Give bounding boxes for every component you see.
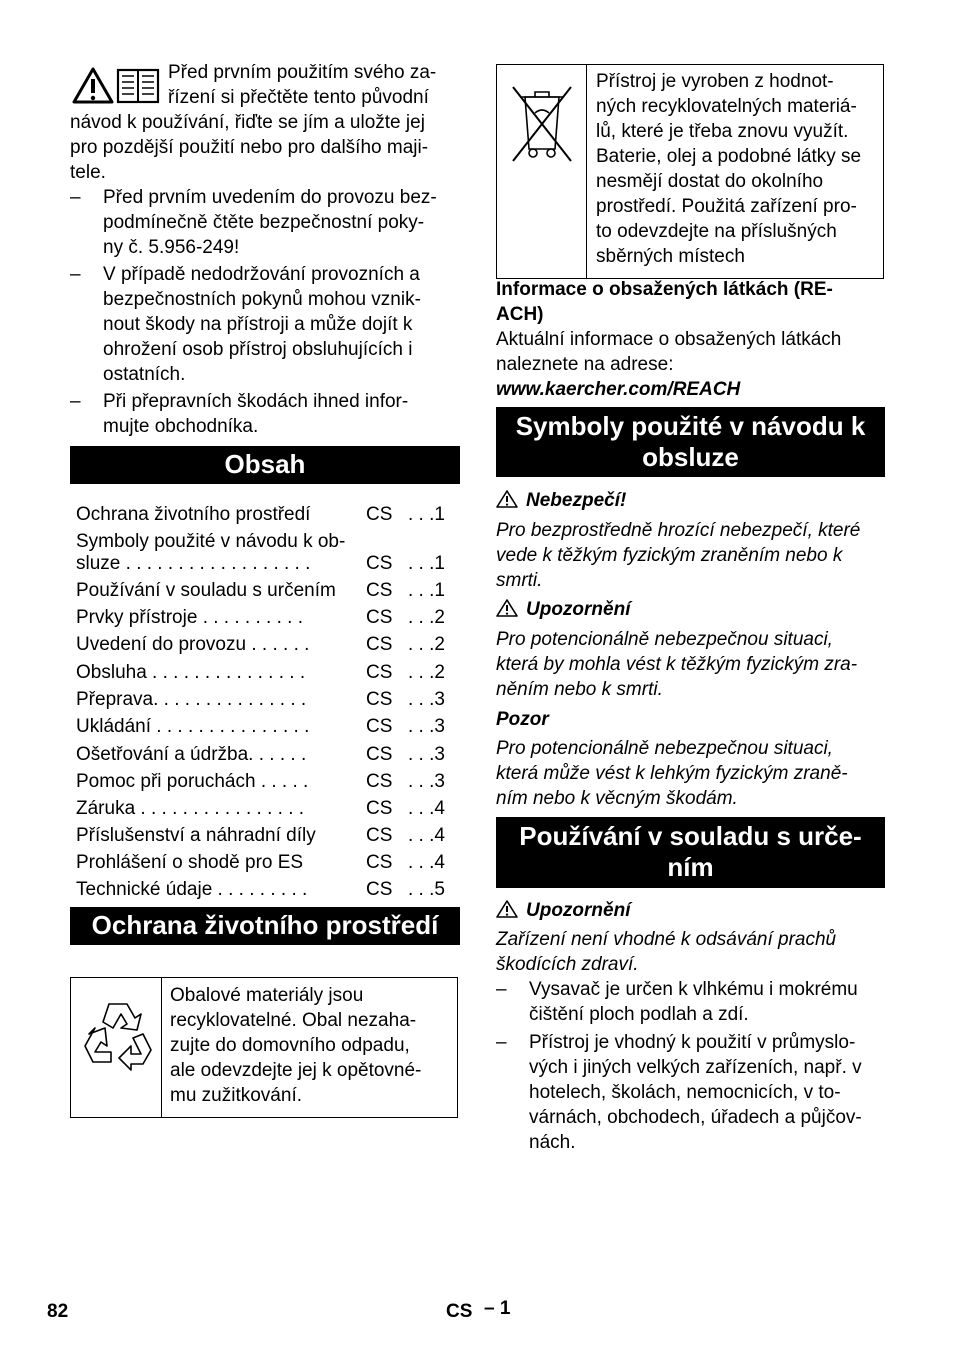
bullet-dash: – bbox=[496, 979, 507, 1000]
toc-row[interactable] bbox=[76, 769, 456, 794]
recycling-text: Obalové materiály jsou recyklovatelné. Obal nezaha- zujte do domovního odpadu, ale odevzdejte jej k opětovné- mu zužitkování. bbox=[170, 985, 422, 1106]
toc-row[interactable] bbox=[76, 796, 456, 821]
toc-entry-page: . . .4 bbox=[408, 825, 445, 846]
warning-label-row bbox=[496, 597, 631, 622]
footer-section: CS bbox=[446, 1301, 473, 1322]
toc-row[interactable] bbox=[76, 551, 456, 576]
toc-entry-lang: CS bbox=[366, 504, 393, 525]
toc-entry-lang: CS bbox=[366, 771, 393, 792]
toc-entry-name: Symboly použité v návodu k ob- bbox=[76, 531, 346, 552]
toc-entry-name: Používání v souladu s určením bbox=[76, 580, 336, 601]
toc-entry-lang: CS bbox=[366, 580, 393, 601]
recycling-box bbox=[70, 977, 458, 1118]
warning-label: Upozornění bbox=[526, 599, 631, 620]
toc-entry-lang: CS bbox=[366, 716, 393, 737]
toc-row[interactable] bbox=[76, 714, 456, 739]
toc-entry-name: Záruka . . . . . . . . . . . . . . . . bbox=[76, 798, 305, 819]
warning-triangle-icon bbox=[496, 598, 518, 618]
toc-row[interactable] bbox=[76, 823, 456, 848]
usage-heading: Používání v souladu s urče- ním bbox=[496, 817, 885, 888]
reach-text: Aktuální informace o obsažených látkách naleznete na adrese: bbox=[496, 329, 842, 375]
bullet-text: Přístroj je vhodný k použití v průmyslo- vých i jiných velkých zařízeních, např. v hotelech, školách, nemocnicích, v to- várnách, obchodech, úřadech a půjčov- nách. bbox=[529, 1032, 862, 1153]
toc-entry-page: . . .2 bbox=[408, 634, 445, 655]
toc-entry-page: . . .1 bbox=[408, 580, 445, 601]
toc-entry-name: Obsluha . . . . . . . . . . . . . . . bbox=[76, 662, 306, 683]
toc-entry-name: Příslušenství a náhradní díly bbox=[76, 825, 316, 846]
usage-warning-label-row bbox=[496, 898, 631, 923]
weee-box bbox=[496, 64, 884, 279]
toc-entry-page: . . .2 bbox=[408, 662, 445, 683]
toc-heading: Obsah bbox=[70, 446, 460, 484]
toc-entry-lang: CS bbox=[366, 553, 393, 574]
bullet-text: V případě nedodržování provozních a bezpečnostních pokynů mohou vznik- nout škody na přístroji a může dojít k ohrožení osob přístroj obsluhujících i ostatních. bbox=[103, 264, 421, 385]
intro-line-2: řízení si přečtěte tento původní bbox=[168, 87, 429, 108]
toc-entry-page: . . .4 bbox=[408, 852, 445, 873]
intro-line-1: Před prvním použitím svého za- bbox=[168, 62, 437, 83]
danger-label-row bbox=[496, 488, 626, 513]
caution-text: Pro potencionálně nebezpečnou situaci, která může vést k lehkým fyzickým zraně- ním nebo k věcným škodám. bbox=[496, 738, 848, 809]
toc-entry-page: . . .3 bbox=[408, 771, 445, 792]
toc-entry-name: Prohlášení o shodě pro ES bbox=[76, 852, 304, 873]
danger-text: Pro bezprostředně hrozící nebezpečí, které vede k těžkým fyzickým zraněním nebo k smrti. bbox=[496, 520, 861, 591]
usage-warning-text: Zařízení není vhodné k odsávání prachů škodících zdraví. bbox=[496, 929, 837, 975]
intro-text: návod k používání, řiďte se jím a uložte jej pro pozdější použití nebo pro dalšího maji- tele. bbox=[70, 112, 429, 183]
toc-entry-name: sluze . . . . . . . . . . . . . . . . . . bbox=[76, 553, 311, 574]
reach-title: Informace o obsažených látkách (RE- ACH) bbox=[496, 279, 833, 325]
symbols-heading: Symboly použité v návodu k obsluze bbox=[496, 407, 885, 477]
toc-entry-page: . . .3 bbox=[408, 744, 445, 765]
toc-entry-page: . . .2 bbox=[408, 607, 445, 628]
toc-entry-lang: CS bbox=[366, 879, 393, 900]
bullet-dash: – bbox=[70, 187, 81, 208]
bullet-dash: – bbox=[70, 391, 81, 412]
toc-entry-lang: CS bbox=[366, 852, 393, 873]
toc-entry-name: Technické údaje . . . . . . . . . bbox=[76, 879, 308, 900]
weee-text: Přístroj je vyroben z hodnot- ných recyklovatelných materiá- lů, které je třeba znovu využít. Baterie, olej a podobné látky se nesmějí dostat do okolního prostředí. Použitá zařízení pro- to odevzdejte na příslušných sběrných místech bbox=[596, 71, 862, 267]
toc-entry-name: Přeprava. . . . . . . . . . . . . . . bbox=[76, 689, 307, 710]
bullet-text: Vysavač je určen k vlhkému i mokrému čištění ploch podlah a zdí. bbox=[529, 979, 858, 1025]
toc-entry-lang: CS bbox=[366, 607, 393, 628]
crossed-out-bin-icon bbox=[511, 85, 573, 163]
toc-row[interactable] bbox=[76, 660, 456, 685]
toc-entry-name: Pomoc při poruchách . . . . . bbox=[76, 771, 309, 792]
toc-entry-lang: CS bbox=[366, 662, 393, 683]
toc-entry-page: . . .3 bbox=[408, 689, 445, 710]
warning-triangle-icon bbox=[496, 899, 518, 919]
bullet-dash: – bbox=[496, 1032, 507, 1053]
toc-entry-page: . . .1 bbox=[408, 504, 445, 525]
bullet-dash: – bbox=[70, 264, 81, 285]
toc-entry-lang: CS bbox=[366, 689, 393, 710]
toc-entry-page: . . .1 bbox=[408, 553, 445, 574]
toc-entry-name: Prvky přístroje . . . . . . . . . . bbox=[76, 607, 303, 628]
toc-entry-lang: CS bbox=[366, 634, 393, 655]
usage-warning-label: Upozornění bbox=[526, 900, 631, 921]
caution-label: Pozor bbox=[496, 709, 549, 730]
toc-entry-name: Ukládání . . . . . . . . . . . . . . . bbox=[76, 716, 310, 737]
footer-section-page: – 1 bbox=[484, 1298, 511, 1319]
toc-row[interactable] bbox=[76, 877, 456, 902]
warning-manual-icon bbox=[72, 66, 162, 104]
danger-label: Nebezpečí! bbox=[526, 490, 627, 511]
toc-entry-page: . . .5 bbox=[408, 879, 445, 900]
bullet-text: Při přepravních škodách ihned infor- mujte obchodníka. bbox=[103, 391, 409, 437]
toc-row[interactable] bbox=[76, 850, 456, 875]
toc-row[interactable] bbox=[76, 578, 456, 603]
warning-triangle-icon bbox=[496, 489, 518, 509]
environment-heading: Ochrana životního prostředí bbox=[70, 907, 460, 945]
page-number: 82 bbox=[47, 1301, 69, 1322]
toc-row[interactable] bbox=[76, 687, 456, 712]
toc-entry-page: . . .4 bbox=[408, 798, 445, 819]
toc-row[interactable] bbox=[76, 502, 456, 527]
toc-row[interactable] bbox=[76, 632, 456, 657]
toc-row[interactable] bbox=[76, 742, 456, 767]
toc-entry-lang: CS bbox=[366, 744, 393, 765]
toc-entry-name: Ochrana životního prostředí bbox=[76, 504, 311, 525]
toc-entry-name: Ošetřování a údržba. . . . . . bbox=[76, 744, 307, 765]
toc-row[interactable] bbox=[76, 605, 456, 630]
reach-url-link[interactable]: www.kaercher.com/REACH bbox=[496, 379, 741, 400]
toc-entry-lang: CS bbox=[366, 825, 393, 846]
warning-text: Pro potencionálně nebezpečnou situaci, která by mohla vést k těžkým fyzickým zra- něním nebo k smrti. bbox=[496, 629, 858, 700]
toc-entry-lang: CS bbox=[366, 798, 393, 819]
recycle-icon bbox=[81, 998, 155, 1076]
bullet-text: Před prvním uvedením do provozu bez- podmínečně čtěte bezpečnostní poky- ny č. 5.956-249! bbox=[103, 187, 437, 258]
toc-entry-page: . . .3 bbox=[408, 716, 445, 737]
toc-entry-name: Uvedení do provozu . . . . . . bbox=[76, 634, 310, 655]
